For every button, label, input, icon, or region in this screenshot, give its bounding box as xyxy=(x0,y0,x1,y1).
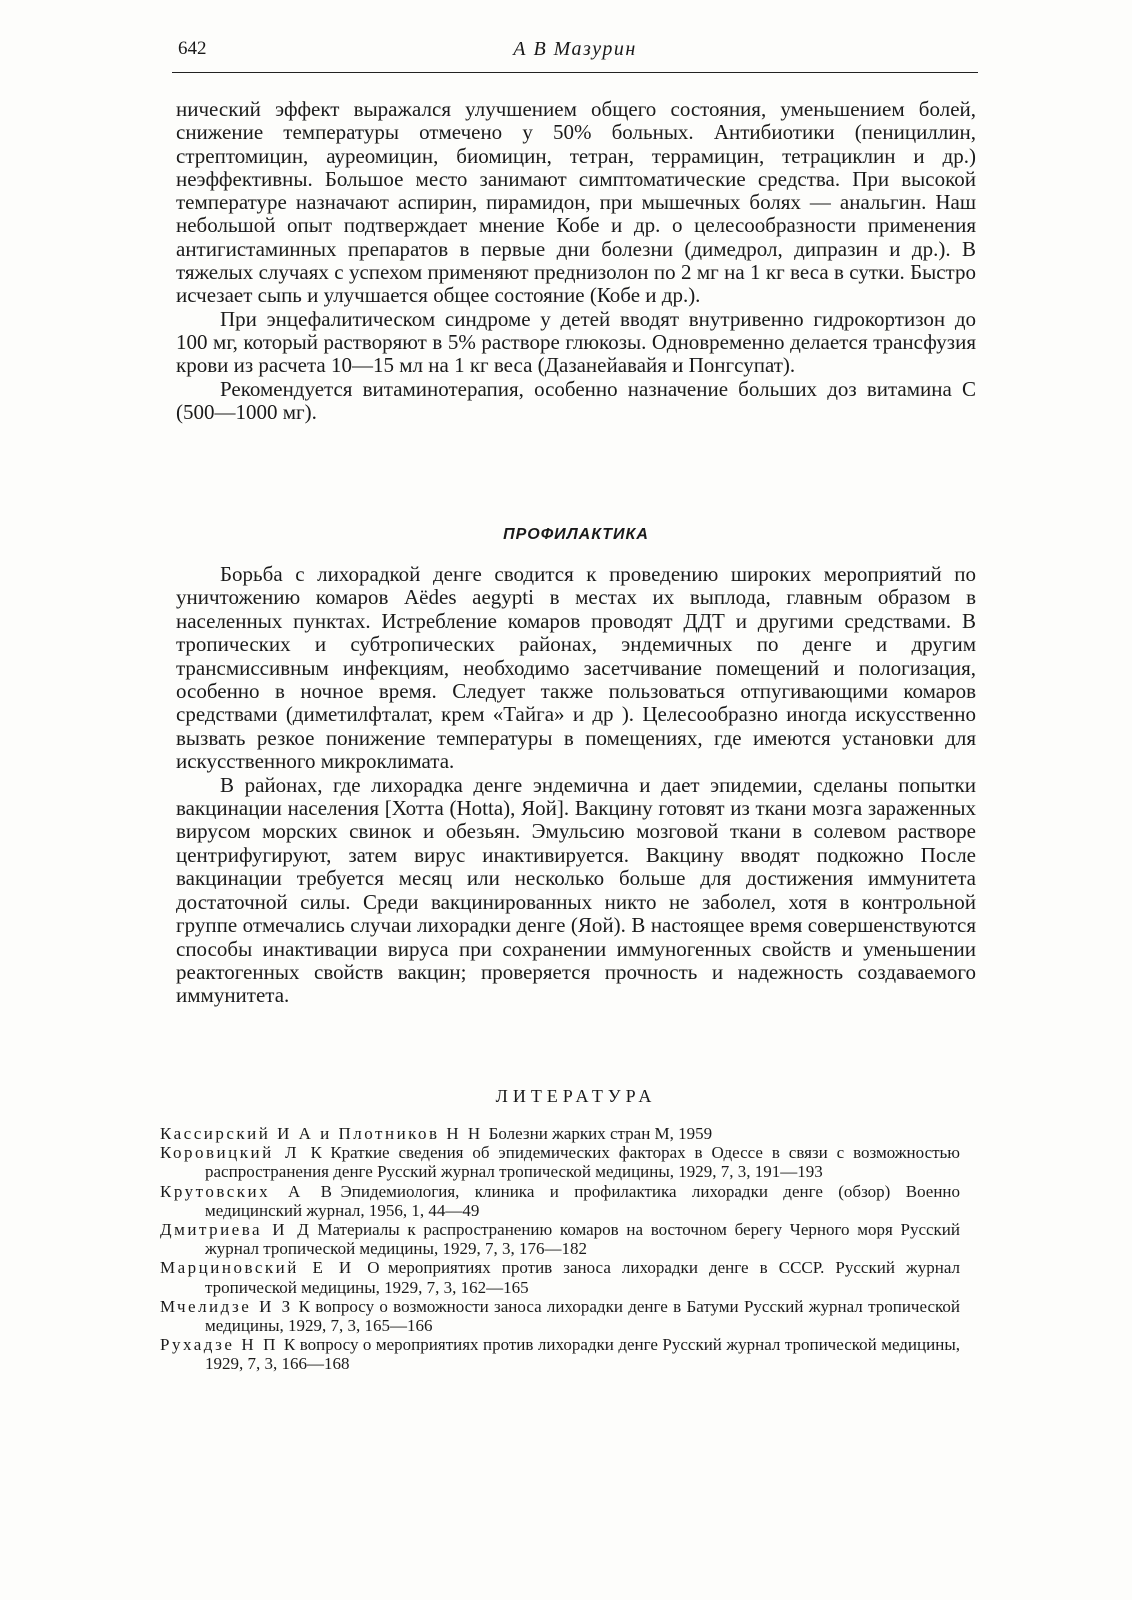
reference-item xyxy=(160,1143,960,1181)
reference-text: К вопросу о мероприятиях против лихорадки денге Русский журнал тропической медицины, 1929, 7, 3, 166—168 xyxy=(205,1335,960,1374)
prophylaxis-text xyxy=(176,563,976,1008)
treatment-text xyxy=(176,98,976,424)
paragraph: нический эффект выражался улучшением общего состояния, уменьшением болей, снижение температуры отмечено у 50% больных. Антибиотики (пенициллин, стрептомицин, ауреомицин, биомицин, тетран, террамицин, тетрациклин и др.) неэффективны. Большое место занимают симптоматические средства. При высокой температуре назначают аспирин, пирамидон, при мышечных болях — анальгин. Наш небольшой опыт подтверждает мнение Кобе и др. о целесообразности применения антигистаминных препаратов в первые дни болезни (димедрол, дипразин и др.). В тяжелых случаях с успехом применяют преднизолон по 2 мг на 1 кг веса в сутки. Быстро исчезает сыпь и улучшается общее состояние (Кобе и др.). xyxy=(176,97,976,308)
running-title: А В Мазурин xyxy=(513,38,637,60)
reference-item xyxy=(160,1297,960,1335)
paragraph: Борьба с лихорадкой денге сводится к проведению широких мероприятий по уничтожению комаров Aëdes aegypti в местах их выплода, главным образом в населенных пунктах. Истребление комаров проводят ДДТ и другими средствами. В тропических и субтропических районах, эндемичных по денге и другим трансмиссивным инфекциям, необходимо засетчивание помещений и пологизация, особенно в ночное время. Следует также пользоваться отпугивающими комаров средствами (диметилфталат, крем «Тайга» и др ). Целесообразно иногда искусственно вызвать резкое понижение температуры в помещениях, где имеются установки для искусственного микроклимата. xyxy=(176,562,976,774)
reference-item xyxy=(160,1124,960,1143)
reference-author: Марциновский Е И О xyxy=(160,1258,383,1278)
paragraph: В районах, где лихорадка денге эндемична и дает эпидемии, сделаны попытки вакцинации населения [Хотта (Hotta), Яой]. Вакцину готовят из ткани мозга зараженных вирусом морских свинок и обезьян. Эмульсию мозговой ткани в солевом растворе центрифугируют, затем вирус инактивируется. Вакцину вводят подкожно После вакцинации требуется месяц или несколько больше для достижения иммунитета достаточной силы. Среди вакцинированных никто не заболел, хотя в контрольной группе отмечались случаи лихорадки денге (Яой). В настоящее время совершенствуются способы инактивации вируса при сохранении иммуногенных свойств и уменьшении реактогенных свойств вакцин; проверяется прочность и надежность создаваемого иммунитета. xyxy=(176,772,976,1008)
reference-item xyxy=(160,1182,960,1220)
reference-text: К вопросу о возможности заноса лихорадки денге в Батуми Русский журнал тропической медицины, 1929, 7, 3, 165—166 xyxy=(205,1296,960,1336)
paragraph: При энцефалитическом синдроме у детей вводят внутривенно гидрокортизон до 100 мг, который растворяют в 5% растворе глюкозы. Одновременно делается трансфузия крови из расчета 10—15 мл на 1 кг веса (Дазанейавайя и Понгсупат). xyxy=(176,306,976,378)
reference-list xyxy=(160,1124,960,1374)
paragraph: Рекомендуется витаминотерапия, особенно назначение больших доз витамина С (500—1000 мг). xyxy=(176,376,976,424)
section-title-literature: ЛИТЕРАТУРА xyxy=(495,1086,657,1106)
reference-item xyxy=(160,1335,960,1373)
reference-text: Материалы к распространению комаров на восточном берегу Черного моря Русский журнал тропической медицины, 1929, 7, 3, 176—182 xyxy=(205,1220,960,1259)
reference-text: Краткие сведения об эпидемических факторах в Одессе в связи с возможностью распространения денге Русский журнал тропической медицины, 1929, 7, 3, 191—193 xyxy=(205,1143,960,1182)
reference-author: Дмитриева И Д xyxy=(160,1220,312,1240)
reference-text: мероприятиях против заноса лихорадки денге в СССР. Русский журнал тропической медицины, 1929, 7, 3, 162—165 xyxy=(205,1258,961,1297)
reference-author: Мчелидзе И З xyxy=(160,1296,293,1316)
reference-text: Эпидемиология, клиника и профилактика лихорадки денге (обзор) Военно медицинский журнал, 1956, 1, 44—49 xyxy=(205,1181,961,1220)
page-header xyxy=(172,36,978,73)
reference-item xyxy=(160,1258,960,1296)
reference-author: Рухадзе Н П xyxy=(160,1335,278,1355)
reference-item xyxy=(160,1220,960,1258)
reference-author: Коровицкий Л К xyxy=(160,1143,325,1163)
reference-author: Кассирский И А и Плотников Н Н xyxy=(160,1124,483,1143)
reference-author: Крутовских А В xyxy=(160,1181,335,1201)
section-title-prophylaxis: ПРОФИЛАКТИКА xyxy=(503,526,649,543)
reference-text: Болезни жарких стран М, 1959 xyxy=(488,1124,713,1143)
page-number: 642 xyxy=(178,38,207,59)
